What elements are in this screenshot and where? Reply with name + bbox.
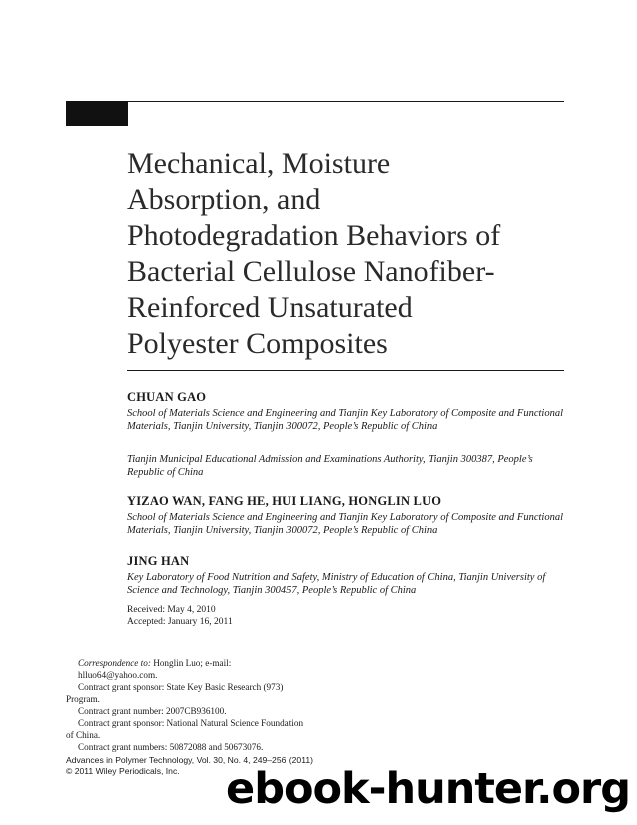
correspondence-note bbox=[66, 657, 306, 681]
watermark-text: ebook-hunter.org bbox=[226, 764, 630, 814]
author-affiliation bbox=[127, 571, 567, 597]
title-line: Mechanical, Moisture bbox=[127, 147, 391, 180]
affiliation-line: Tianjin Municipal Educational Admission and Examinations Authority, Tianjin 300387, People’s bbox=[127, 454, 533, 465]
grant-sponsor-note: Contract grant sponsor: National Natural Science Foundation bbox=[78, 718, 304, 728]
title-line: Reinforced Unsaturated bbox=[127, 291, 413, 324]
affiliation-line: Science and Technology, Tianjin 300457, People’s Republic of China bbox=[127, 585, 417, 596]
author-affiliation bbox=[127, 511, 567, 537]
received-date: Received: May 4, 2010 bbox=[127, 605, 216, 615]
grant-sponsor-note-cont: Program. bbox=[66, 694, 100, 704]
affiliation-line: Materials, Tianjin University, Tianjin 300072, People’s Republic of China bbox=[127, 421, 438, 432]
grant-sponsor-note: Contract grant sponsor: State Key Basic Research (973) bbox=[78, 682, 284, 692]
affiliation-line: School of Materials Science and Engineering and Tianjin Key Laboratory of Composite and Functional bbox=[127, 408, 564, 419]
title-divider bbox=[127, 370, 564, 371]
author-block-3 bbox=[127, 554, 567, 597]
author-name: JING HAN bbox=[127, 554, 190, 568]
correspondence-label: Correspondence to: bbox=[78, 658, 151, 668]
copyright-line: © 2011 Wiley Periodicals, Inc. bbox=[66, 766, 180, 776]
author-affiliation bbox=[127, 407, 567, 433]
section-marker-block bbox=[66, 101, 128, 126]
header-rule bbox=[66, 101, 564, 102]
author-block-2 bbox=[127, 494, 567, 537]
title-line: Photodegradation Behaviors of bbox=[127, 219, 501, 252]
article-title bbox=[127, 146, 572, 362]
submission-dates bbox=[127, 604, 567, 628]
citation-line: Advances in Polymer Technology, Vol. 30, No. 4, 249–256 (2011) bbox=[66, 755, 313, 765]
grant-number-note: Contract grant numbers: 50872088 and 50673076. bbox=[78, 742, 264, 752]
title-line: Absorption, and bbox=[127, 183, 321, 216]
affiliation-line: Materials, Tianjin University, Tianjin 300072, People’s Republic of China bbox=[127, 525, 438, 536]
grant-number-note: Contract grant number: 2007CB936100. bbox=[78, 706, 227, 716]
title-line: Polyester Composites bbox=[127, 327, 388, 360]
title-line: Bacterial Cellulose Nanofiber- bbox=[127, 255, 495, 288]
author-block-1-second-affiliation bbox=[127, 453, 567, 479]
author-affiliation bbox=[127, 453, 567, 479]
affiliation-line: Republic of China bbox=[127, 467, 204, 478]
correspondence-text: Honglin Luo; e-mail: hlluo64@yahoo.com. bbox=[78, 658, 232, 680]
footnotes bbox=[66, 657, 306, 753]
affiliation-line: School of Materials Science and Engineering and Tianjin Key Laboratory of Composite and Functional bbox=[127, 512, 564, 523]
author-name: YIZAO WAN, FANG HE, HUI LIANG, HONGLIN LUO bbox=[127, 494, 442, 508]
author-block-1 bbox=[127, 390, 567, 433]
affiliation-line: Key Laboratory of Food Nutrition and Safety, Ministry of Education of China, Tianjin University of bbox=[127, 572, 546, 583]
accepted-date: Accepted: January 16, 2011 bbox=[127, 617, 233, 627]
grant-sponsor-note-cont: of China. bbox=[66, 730, 101, 740]
author-name: CHUAN GAO bbox=[127, 390, 207, 404]
